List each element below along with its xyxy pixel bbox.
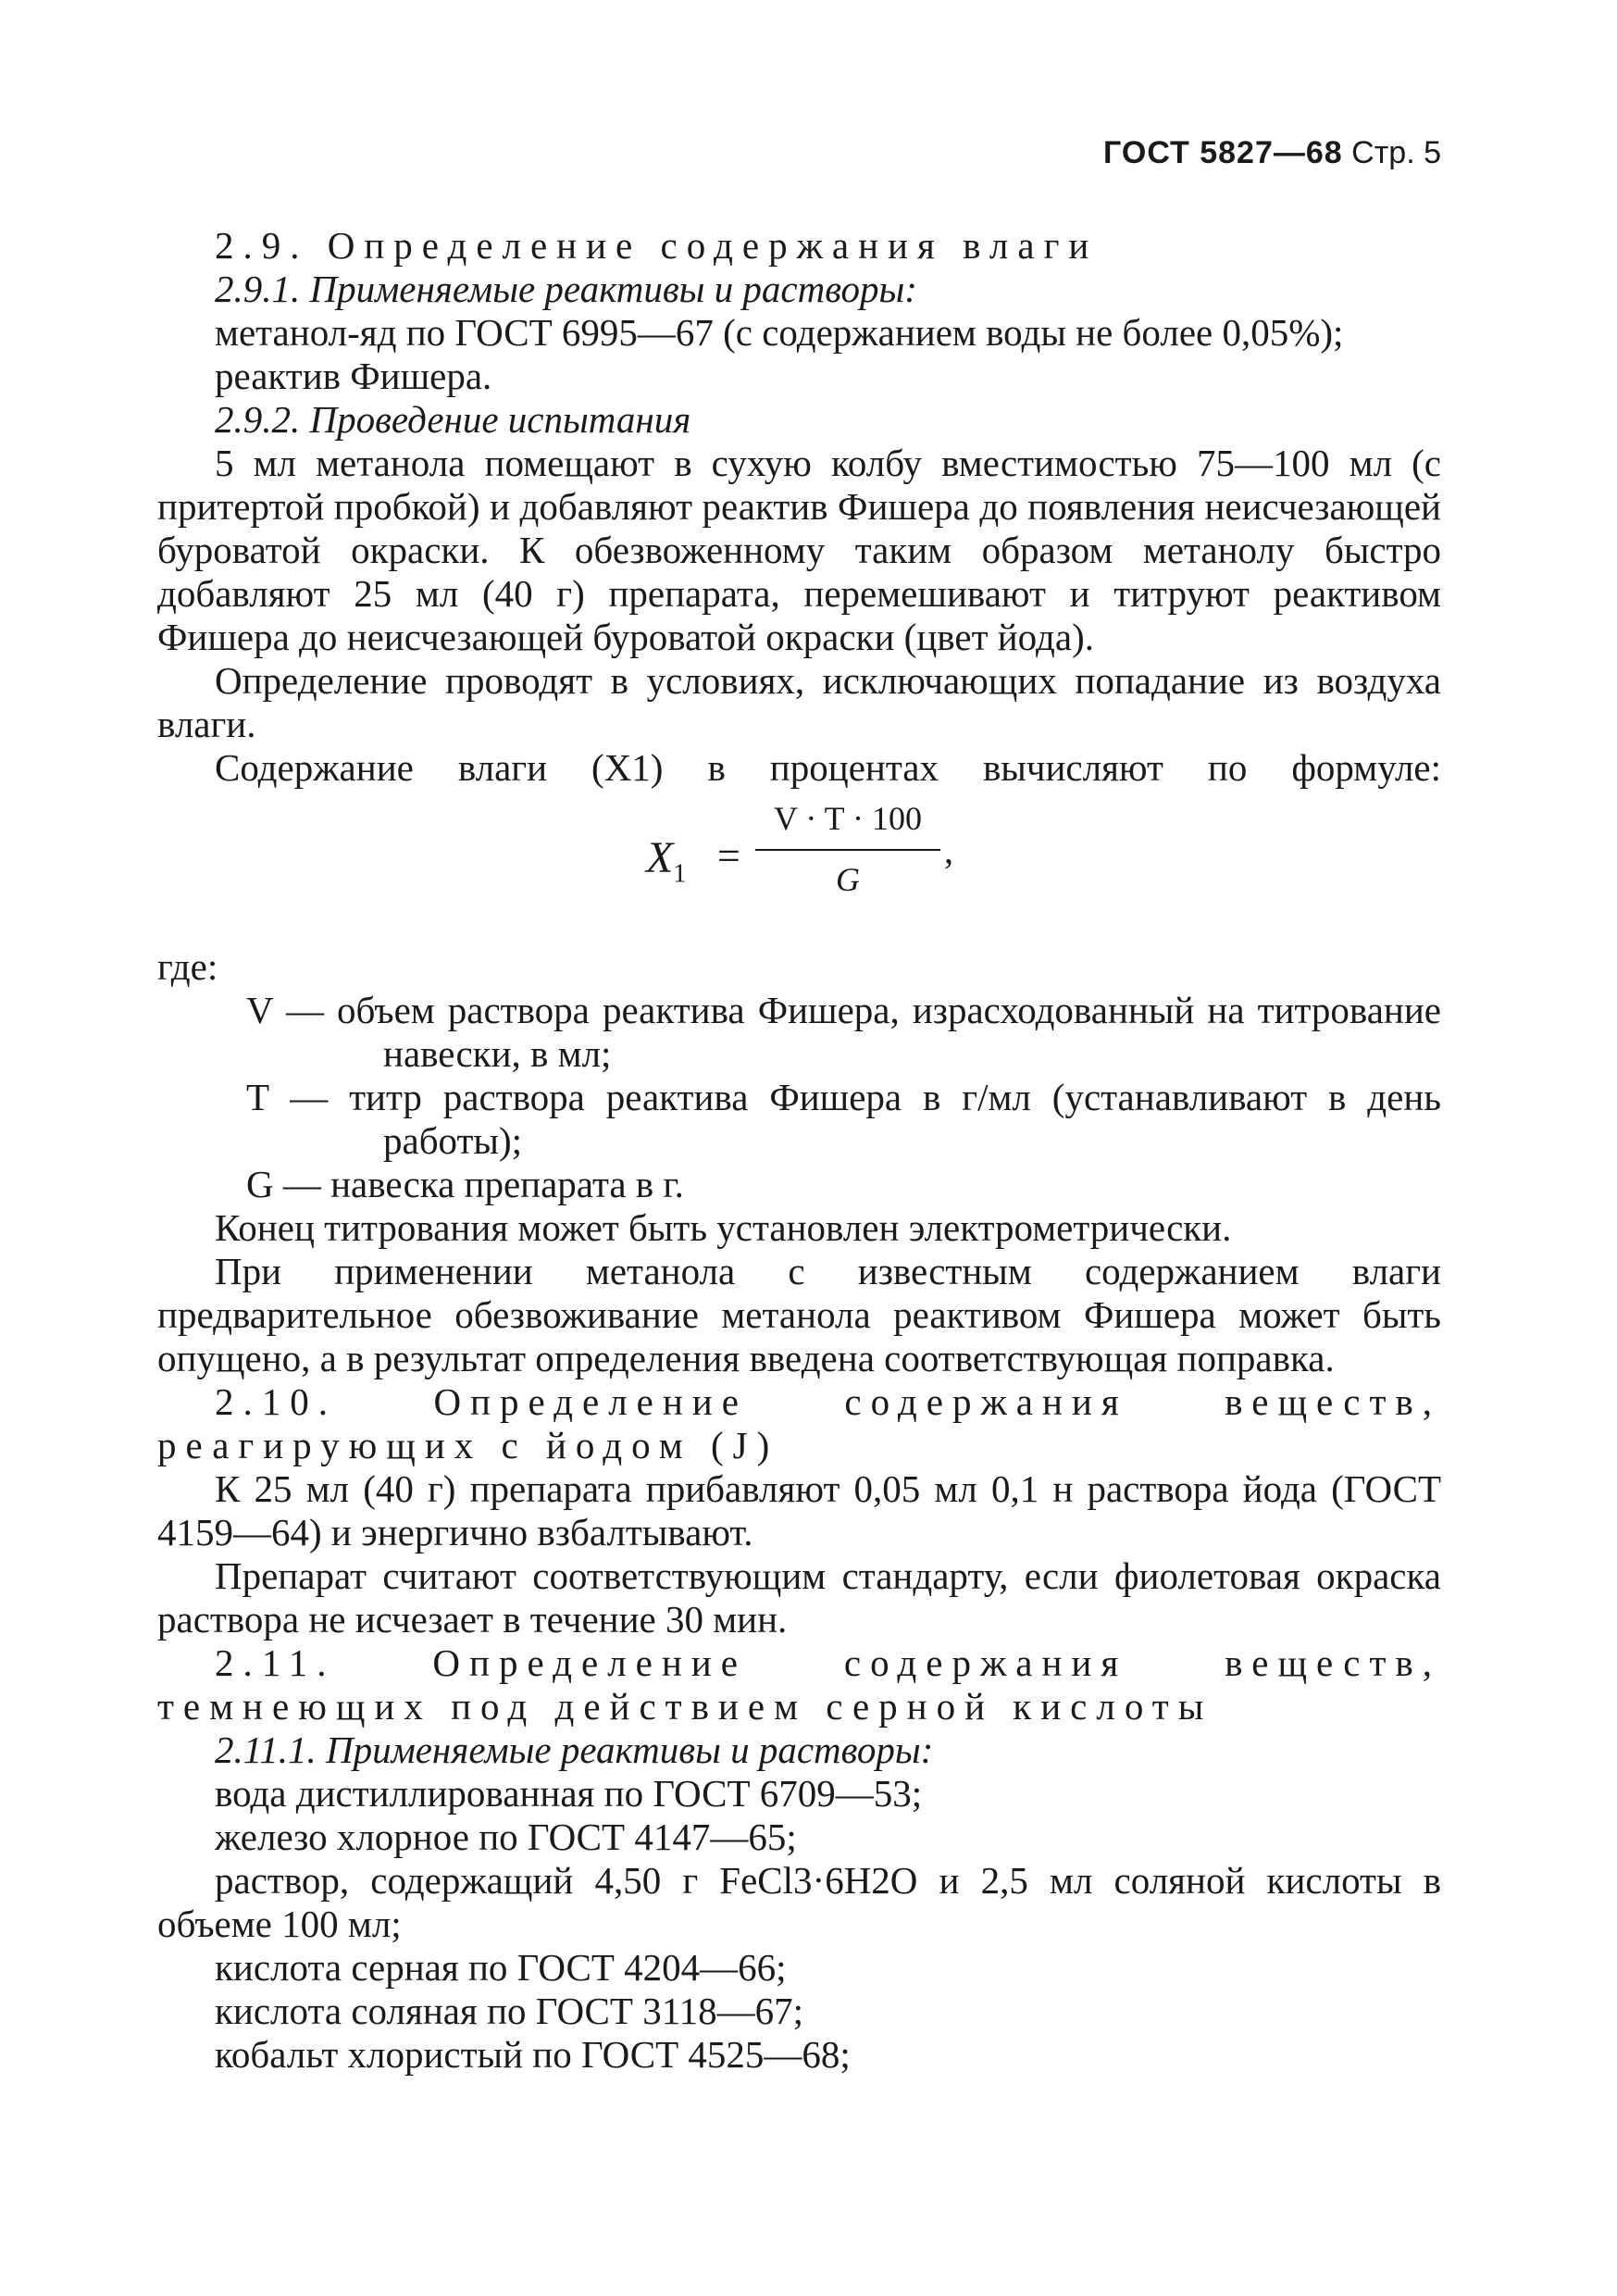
formula-numerator: V · T · 100 <box>773 800 922 837</box>
section-2-9-title: 2.9. Определение содержания влаги <box>215 224 1099 267</box>
procedure-paragraph: 5 мл метанола помещают в сухую колбу вместимостью 75—100 мл (с притертой пробкой) и добавляют реактив Фишера до появления неисчезающей буроватой окраски. К обезвоженному таким образом метанолу быстро добавляют 25 мл (40 г) препарата, перемешивают и титруют реактивом Фишера до неисчезающей буроватой окраски (цвет йода). <box>157 442 1441 658</box>
definition-g: G — навеска препарата в г. <box>246 1163 684 1205</box>
where-label: где: <box>157 945 218 988</box>
formula-denominator: G <box>836 861 860 898</box>
fraction-bar <box>755 849 940 851</box>
endpoint-paragraph: Конец титрования может быть установлен электрометрически. <box>215 1206 1232 1249</box>
section-2-9-2-heading: 2.9.2. Проведение испытания <box>215 398 691 441</box>
definition-v: V — объем раствора реактива Фишера, израсходованный на титрование навески, в мл; <box>246 989 1441 1075</box>
reagent-ferric-chloride: железо хлорное по ГОСТ 4147—65; <box>215 1816 797 1858</box>
reagent-cobalt-chloride: кобальт хлористый по ГОСТ 4525—68; <box>215 2033 851 2076</box>
formula-comma: , <box>944 830 953 871</box>
iodine-procedure: К 25 мл (40 г) препарата прибавляют 0,05 мл 0,1 н раствора йода (ГОСТ 4159—64) и энергично взбалтывают. <box>157 1467 1441 1554</box>
formula-equals: = <box>717 833 740 879</box>
page-label: Стр. 5 <box>1351 135 1441 170</box>
reagent-ferric-solution: раствор, содержащий 4,50 г FeCl3·6H2O и 2,5 мл соляной кислоты в объеме 100 мл; <box>157 1859 1441 1945</box>
document-body <box>157 224 1441 2077</box>
reagent-sulfuric-acid: кислота серная по ГОСТ 4204—66; <box>215 1946 787 1989</box>
doc-code: ГОСТ 5827—68 <box>1103 135 1343 170</box>
formula-lhs: $X_1$ <box>646 833 687 889</box>
page-header <box>1103 131 1441 175</box>
known-moisture-paragraph: При применении метанола с известным содержанием влаги предварительное обезвоживание метанола реактивом Фишера может быть опущено, а в результат определения введена соответствующая поправка. <box>157 1250 1441 1379</box>
moisture-formula <box>157 793 1441 932</box>
reagent-water: вода дистиллированная по ГОСТ 6709—53; <box>215 1772 923 1815</box>
reagent-methanol: метанол-яд по ГОСТ 6995—67 (с содержанием воды не более 0,05%); <box>215 311 1344 354</box>
reagent-fischer: реактив Фишера. <box>215 355 492 397</box>
section-2-10-title: 2.10. Определение содержания веществ, реагирующих с йодом (J) <box>157 1380 1441 1466</box>
iodine-criterion: Препарат считают соответствующим стандарту, если фиолетовая окраска раствора не исчезает в течение 30 мин. <box>157 1554 1441 1641</box>
section-2-11-title: 2.11. Определение содержания веществ, темнеющих под действием серной кислоты <box>157 1641 1441 1728</box>
conditions-paragraph: Определение проводят в условиях, исключающих попадание из воздуха влаги. <box>157 659 1441 745</box>
section-2-9-1-heading: 2.9.1. Применяемые реактивы и растворы: <box>215 268 917 310</box>
definition-t: T — титр раствора реактива Фишера в г/мл (устанавливают в день работы); <box>246 1076 1441 1162</box>
formula-intro: Содержание влаги (X1) в процентах вычисляют по формуле: <box>215 746 1441 789</box>
reagent-hydrochloric-acid: кислота соляная по ГОСТ 3118—67; <box>215 1990 804 2032</box>
section-2-11-1-heading: 2.11.1. Применяемые реактивы и растворы: <box>215 1728 934 1771</box>
